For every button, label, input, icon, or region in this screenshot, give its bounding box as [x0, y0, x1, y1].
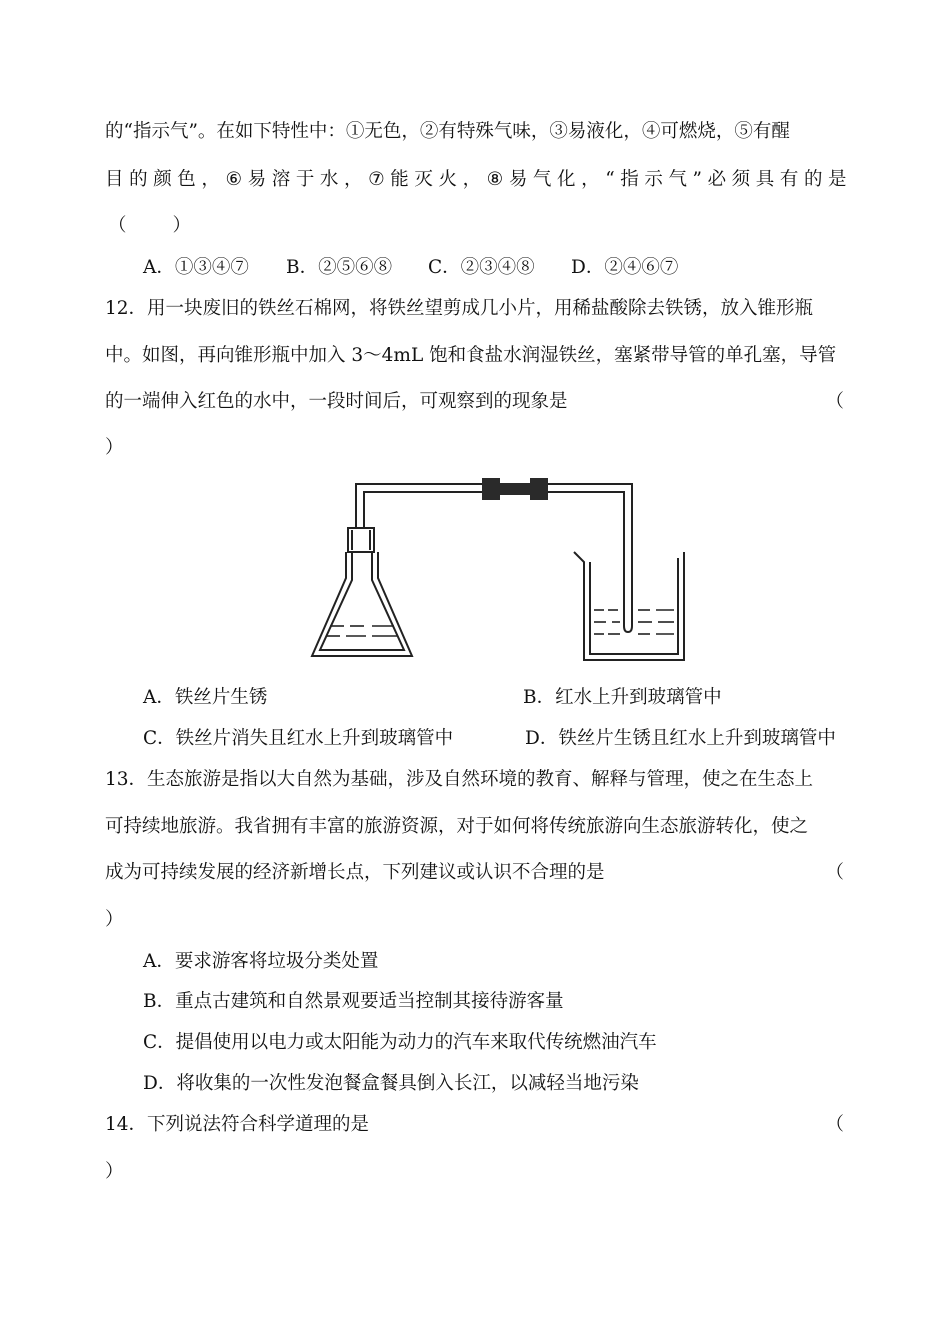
q11-stem-line2: 目 的 颜 色 ， ⑥ 易 溶 于 水 ， ⑦ 能 灭 火 ， ⑧ 易 气 化 ， “ 指 示 气 ” 必 须 具 有 的 是 [105, 169, 847, 190]
q13-option-d: D．将收集的一次性发泡餐盒餐具倒入长江，以减轻当地污染 [143, 1073, 639, 1094]
stopper [348, 528, 374, 552]
q12-option-b: B．红水上升到玻璃管中 [523, 687, 722, 708]
beaker-water [594, 610, 674, 634]
apparatus-diagram [286, 470, 700, 670]
paren-close: ） [105, 909, 124, 930]
q13-stem-line2: 可持续地旅游。我省拥有丰富的旅游资源，对于如何将传统旅游向生态旅游转化，使之 [105, 816, 809, 837]
q12-option-a: A．铁丝片生锈 [143, 687, 268, 708]
q14-stem-line1: 14．下列说法符合科学道理的是 [105, 1114, 370, 1135]
rubber-connector [482, 478, 548, 500]
beaker [574, 552, 684, 660]
q13-stem-line3: 成为可持续发展的经济新增长点，下列建议或认识不合理的是 [105, 862, 605, 883]
q12-option-d: D．铁丝片生锈且红水上升到玻璃管中 [525, 728, 836, 749]
q12-stem-line2: 中。如图，再向锥形瓶中加入 3～4mL 饱和食盐水润湿铁丝，塞紧带导管的单孔塞，导管 [105, 345, 837, 366]
q11-option-a: A．①③④⑦ [143, 257, 249, 278]
q13-option-b: B．重点古建筑和自然景观要适当控制其接待游客量 [143, 991, 564, 1012]
conical-flask [312, 552, 412, 656]
paren-close: ） [105, 437, 124, 458]
answer-bracket [108, 214, 191, 238]
q12-stem-line1: 12．用一块废旧的铁丝石棉网，将铁丝望剪成几小片，用稀盐酸除去铁锈，放入锥形瓶 [105, 298, 814, 319]
paren-open: （ [825, 1114, 844, 1135]
q11-option-d: D．②④⑥⑦ [571, 257, 679, 278]
flask-liquid [326, 626, 398, 636]
paren-close: ） [172, 215, 192, 236]
q11-option-c: C．②③④⑧ [428, 257, 535, 278]
paren-close: ） [105, 1161, 124, 1182]
paren-open: （ [825, 391, 844, 412]
paren-open: （ [825, 862, 844, 883]
q11-stem-line1: 的“指示气”。在如下特性中：①无色，②有特殊气味，③易液化，④可燃烧，⑤有醒 [105, 121, 790, 142]
q12-stem-line3: 的一端伸入红色的水中，一段时间后，可观察到的现象是 [105, 391, 568, 412]
q11-option-b: B．②⑤⑥⑧ [286, 257, 393, 278]
paren-open: （ [108, 215, 127, 236]
q12-option-c: C．铁丝片消失且红水上升到玻璃管中 [143, 728, 454, 749]
q13-stem-line1: 13．生态旅游是指以大自然为基础，涉及自然环境的教育、解释与管理，使之在生态上 [105, 769, 814, 790]
q13-option-a: A．要求游客将垃圾分类处置 [143, 951, 379, 972]
q13-option-c: C．提倡使用以电力或太阳能为动力的汽车来取代传统燃油汽车 [143, 1032, 657, 1053]
